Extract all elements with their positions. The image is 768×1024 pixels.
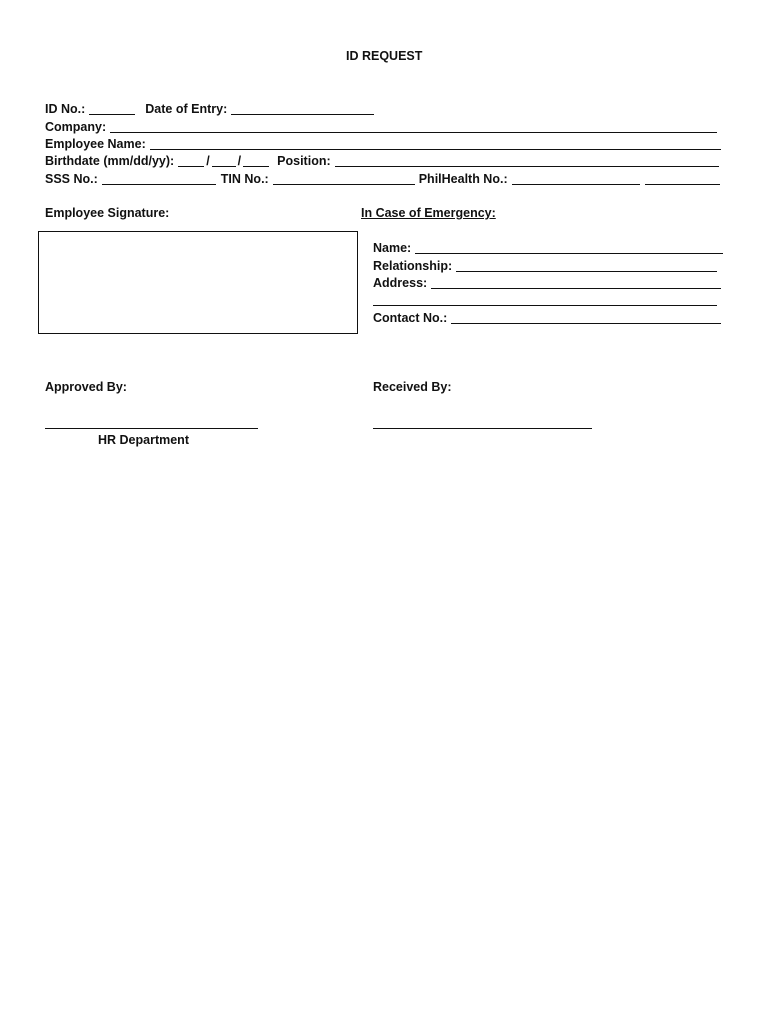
emergency-address-label: Address: xyxy=(373,276,428,290)
position-field[interactable] xyxy=(335,155,719,167)
row-emergency-contact xyxy=(373,310,721,326)
received-by-signature-line[interactable] xyxy=(373,428,592,429)
emergency-name-label: Name: xyxy=(373,241,412,255)
birthdate-slash-2: / xyxy=(237,154,242,168)
emergency-contact-field[interactable] xyxy=(451,312,721,324)
birthdate-day-field[interactable] xyxy=(212,155,236,167)
row-sss-tin-philhealth xyxy=(45,171,720,187)
row-emergency-relationship xyxy=(373,258,717,274)
row-emergency-address xyxy=(373,275,721,291)
tin-no-field[interactable] xyxy=(273,173,415,185)
row-birthdate-position xyxy=(45,153,719,169)
emergency-address-line-2[interactable] xyxy=(373,305,717,306)
employee-signature-label: Employee Signature: xyxy=(45,206,170,220)
birthdate-slash-1: / xyxy=(206,154,210,168)
philhealth-no-field-extra[interactable] xyxy=(645,173,720,185)
id-no-field[interactable] xyxy=(89,103,135,115)
approved-by-signature-line[interactable] xyxy=(45,428,258,429)
position-label: Position: xyxy=(277,154,331,168)
row-emergency-name xyxy=(373,240,723,256)
approved-by-label: Approved By: xyxy=(45,380,127,394)
emergency-relationship-label: Relationship: xyxy=(373,259,453,273)
birthdate-year-field[interactable] xyxy=(243,155,269,167)
row-employee-name xyxy=(45,136,721,152)
birthdate-label: Birthdate (mm/dd/yy): xyxy=(45,154,175,168)
signature-box[interactable] xyxy=(38,231,358,334)
philhealth-no-label: PhilHealth No.: xyxy=(418,172,508,186)
emergency-contact-label: Contact No.: xyxy=(373,311,448,325)
tin-no-label: TIN No.: xyxy=(220,172,269,186)
row-id-date xyxy=(45,101,375,117)
emergency-heading: In Case of Emergency: xyxy=(361,206,496,220)
company-label: Company: xyxy=(45,120,107,134)
page-title: ID REQUEST xyxy=(346,49,423,63)
date-of-entry-label: Date of Entry: xyxy=(145,102,228,116)
emergency-relationship-field[interactable] xyxy=(456,260,717,272)
received-by-label: Received By: xyxy=(373,380,452,394)
sss-no-field[interactable] xyxy=(102,173,216,185)
sss-no-label: SSS No.: xyxy=(45,172,98,186)
id-no-label: ID No.: xyxy=(45,102,86,116)
employee-name-field[interactable] xyxy=(150,138,721,150)
philhealth-no-field[interactable] xyxy=(512,173,640,185)
emergency-name-field[interactable] xyxy=(415,242,723,254)
birthdate-month-field[interactable] xyxy=(178,155,204,167)
employee-name-label: Employee Name: xyxy=(45,137,146,151)
date-of-entry-field[interactable] xyxy=(231,103,374,115)
hr-department-label: HR Department xyxy=(98,433,189,447)
company-field[interactable] xyxy=(110,121,717,133)
row-company xyxy=(45,119,717,135)
emergency-address-field[interactable] xyxy=(431,277,721,289)
